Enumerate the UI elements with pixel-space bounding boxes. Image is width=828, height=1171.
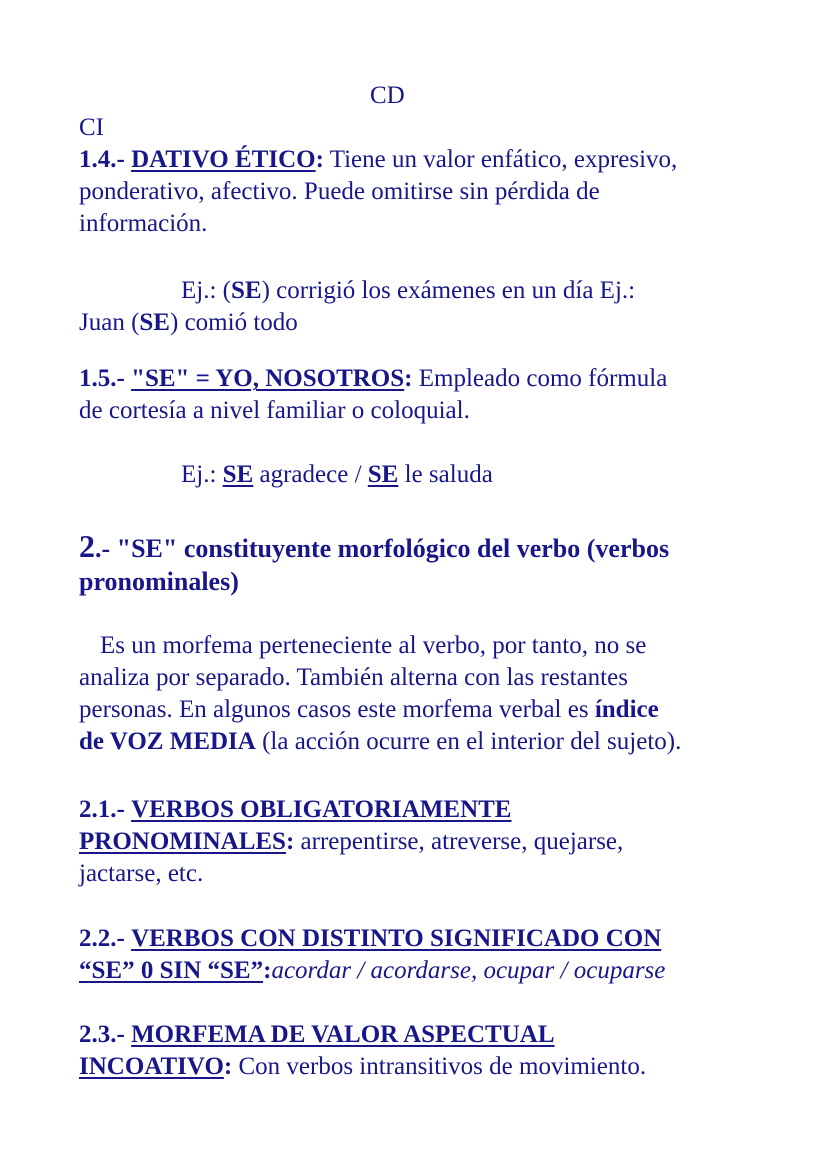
colon: :: [315, 146, 324, 173]
paragraph-bold: de VOZ MEDIA: [79, 728, 256, 755]
se-highlight: SE: [222, 461, 254, 488]
section-2-1-line-1: [79, 794, 512, 826]
section-1-4-line-1: [79, 144, 677, 176]
example-text: agradece /: [253, 461, 368, 488]
section-2-1-line-3: jactarse, etc.: [79, 860, 204, 887]
colon: :: [285, 828, 295, 855]
section-title: “SE” 0 SIN “SE”: [79, 957, 264, 984]
section-text: Con verbos intransitivos de movimiento.: [232, 1053, 647, 1080]
paragraph-text: (la acción ocurre en el interior del sujeto).: [255, 728, 682, 755]
section-text: Empleado como fórmula: [412, 365, 668, 392]
example-line-2: [79, 307, 298, 339]
se-highlight: SE: [139, 309, 170, 336]
section-text: Tiene un valor enfático, expresivo,: [323, 146, 678, 173]
section-title: VERBOS CON DISTINTO SIGNIFICADO CON: [131, 925, 662, 952]
section-2-2-line-2: [79, 955, 665, 987]
paragraph-line-1: Es un morfema perteneciente al verbo, por tanto, no se: [100, 632, 647, 659]
section-1-4-line-3: información.: [79, 210, 208, 237]
section-2-heading-line-2: pronominales): [79, 567, 239, 596]
section-number: 2.2.-: [79, 925, 125, 952]
section-2-2-line-1: [79, 923, 661, 955]
section-number: 1.5.-: [79, 365, 125, 392]
section-2-3-line-1: [79, 1019, 555, 1051]
paragraph-line-2: analiza por separado. También alterna con las restantes: [79, 664, 628, 691]
section-title: "SE" = YO, NOSOTROS: [131, 365, 405, 392]
paragraph-line-3: [79, 694, 659, 726]
se-highlight: SE: [367, 461, 399, 488]
cd-label: CD: [370, 82, 405, 109]
section-2-3-line-2: [79, 1051, 646, 1083]
section-number: 2.1.-: [79, 796, 125, 823]
example-text: Ej.:: [181, 461, 223, 488]
example-line-1: [181, 275, 635, 307]
section-title: .- "SE" constituyente morfológico del verbo (verbos: [95, 534, 670, 563]
section-text: arrepentirse, atreverse, quejarse,: [294, 828, 624, 855]
example-text: Juan (: [79, 309, 140, 336]
example-text: ) comió todo: [170, 309, 298, 336]
paragraph-line-4: [79, 726, 681, 758]
ci-label: CI: [79, 114, 104, 141]
example-line-3: [181, 459, 493, 491]
section-2-heading-line-1: [79, 529, 669, 566]
example-text: Ej.: (: [181, 277, 231, 304]
section-1-4-line-2: ponderativo, afectivo. Puede omitirse sin pérdida de: [79, 178, 600, 205]
se-highlight: SE: [231, 277, 262, 304]
colon: :: [223, 1053, 233, 1080]
paragraph-bold: índice: [594, 696, 659, 723]
section-1-5-line-2: de cortesía a nivel familiar o coloquial.: [79, 397, 470, 424]
section-2-1-line-2: [79, 826, 623, 858]
example-text: le saluda: [398, 461, 493, 488]
section-title: MORFEMA DE VALOR ASPECTUAL: [131, 1021, 555, 1048]
example-text: ) corrigió los exámenes en un día Ej.:: [261, 277, 636, 304]
section-title: PRONOMINALES: [79, 828, 286, 855]
section-number: 1.4.-: [79, 146, 125, 173]
colon: :: [263, 957, 272, 984]
section-title: DATIVO ÉTICO: [131, 146, 316, 173]
section-1-5-line-1: [79, 363, 667, 395]
section-number: 2.3.-: [79, 1021, 125, 1048]
paragraph-text: personas. En algunos casos este morfema verbal es: [79, 696, 595, 723]
section-examples: acordar / acordarse, ocupar / ocuparse: [271, 957, 666, 984]
section-title: VERBOS OBLIGATORIAMENTE: [131, 796, 512, 823]
section-number: 2: [79, 528, 95, 564]
section-title: INCOATIVO: [79, 1053, 224, 1080]
colon: :: [404, 365, 413, 392]
